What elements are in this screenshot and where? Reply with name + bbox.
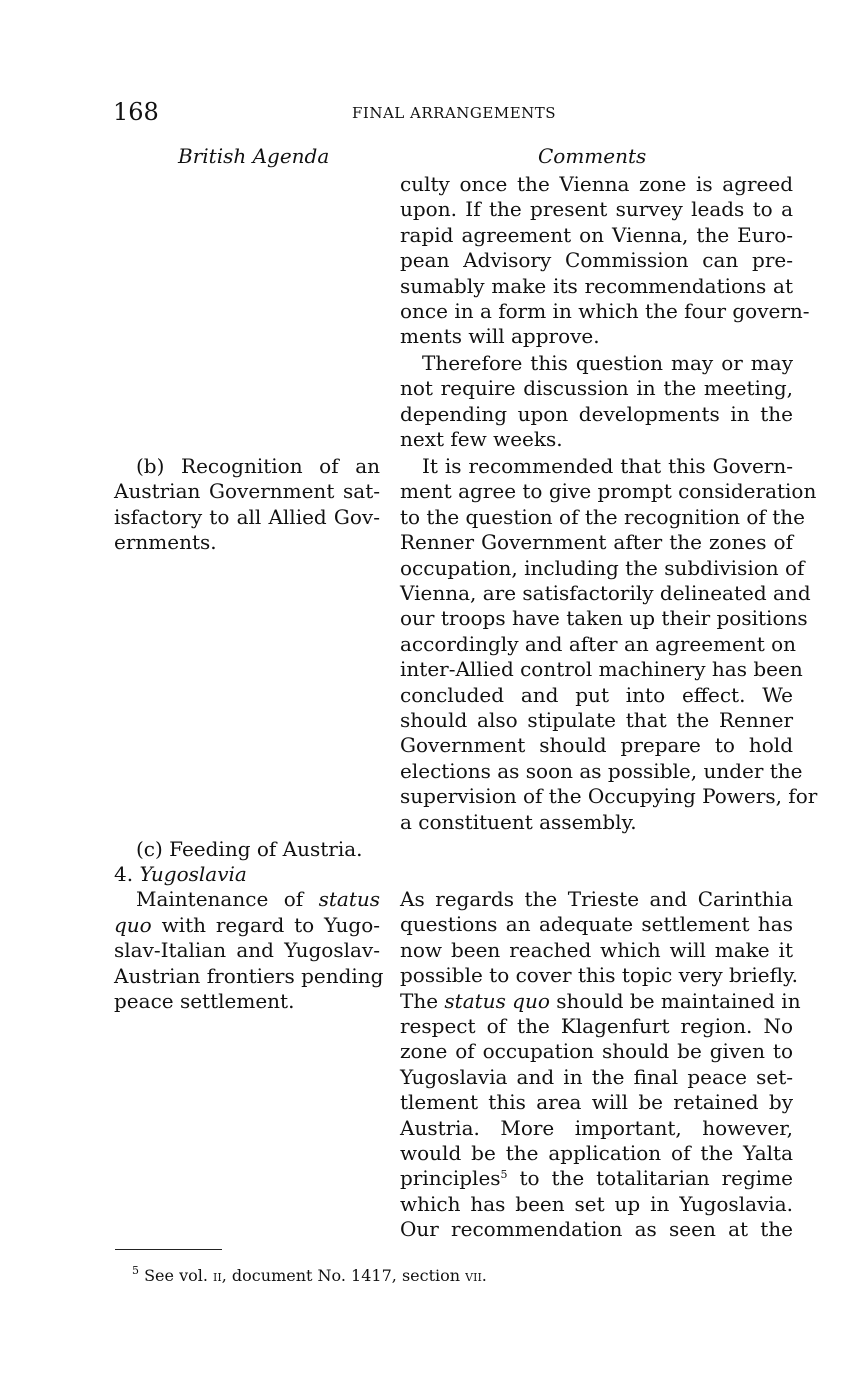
text-line: now been reached which will make it [400,937,793,962]
footnote-reference[interactable]: 5 [500,1168,508,1182]
agenda-item-c [114,837,380,862]
text-line: respect of the Klagenfurt region. No [400,1014,793,1039]
text-fragment-italic: status quo [444,988,550,1013]
text-line: a constituent assembly. [400,809,637,834]
text-line: Yugoslavia and in the final peace set- [400,1064,793,1089]
agenda-item-4 [114,862,384,1014]
text-line: ernments. [114,530,217,555]
footnote [132,1265,487,1287]
text-line: not require discussion in the meeting, [400,376,793,401]
text-line: accordingly and after an agreement on [400,631,797,656]
text-line: Our recommendation as seen at the [400,1217,793,1242]
text-line: As regards the Trieste and Carinthia [400,887,793,911]
text-line: would be the application of the Yalta [400,1141,793,1166]
agenda-item-label: (b) [136,454,165,478]
text-line: inter-Allied control machinery has been [400,657,803,682]
text-line: Therefore this question may or may [422,351,793,375]
text-line: to the question of the recognition of the [400,504,805,529]
text-line: It is recommended that this Govern- [422,454,793,478]
text-line: ments will approve. [400,324,600,349]
footnote-text: See vol. [144,1266,208,1285]
text-fragment: The [400,988,439,1013]
text-fragment-italic: quo [114,912,152,937]
text-line: tlement this area will be retained by [400,1090,793,1115]
footnote-volume: ii [213,1266,222,1285]
text-line: Austrian Government sat- [114,479,380,504]
text-line: our troops have taken up their positions [400,606,808,631]
text-fragment: to the totalitarian regime [519,1166,793,1191]
agenda-item-label: (c) [136,837,163,861]
comments-continuation [400,172,810,350]
text-line: zone of occupation should be given to [400,1039,793,1064]
text-line: rapid agreement on Vienna, the Euro- [400,222,793,247]
column-header-right: Comments [538,144,647,168]
footnote-mark: 5 [132,1264,139,1277]
text-fragment: principles [400,1166,501,1191]
agenda-item-title: Yugoslavia [139,862,247,886]
text-line: ment agree to give prompt consideration [400,479,817,504]
text-line: should also stipulate that the Renner [400,708,793,733]
text-line: Renner Government after the zones of [400,530,793,555]
text-line: pean Advisory Commission can pre- [400,248,793,273]
text-fragment: should be maintained in [556,988,801,1013]
footnote-section: vii [465,1266,482,1285]
column-header-left: British Agenda [178,144,330,168]
text-line: Austrian frontiers pending [114,963,384,988]
footnote-text: , document No. 1417, section [221,1266,461,1285]
footnote-text: . [481,1266,487,1285]
text-line: occupation, including the subdivision of [400,555,805,580]
text-line: Austria. More important, however, [400,1115,793,1140]
text-line: upon. If the present survey leads to a [400,197,793,222]
text-fragment: Feeding of Austria. [169,837,363,861]
text-line: questions an adequate settlement has [400,912,793,937]
text-fragment: Recognition of an [181,454,380,478]
text-line: Vienna, are satisfactorily delineated and [400,581,811,606]
text-line: culty once the Vienna zone is agreed [400,172,793,196]
text-line: sumably make its recommendations at [400,273,793,298]
text-fragment: Maintenance of [136,887,304,912]
text-line: which has been set up in Yugoslavia. [400,1191,793,1216]
running-title: FINAL ARRANGEMENTS [352,104,557,122]
text-line: slav-Italian and Yugoslav- [114,938,380,963]
agenda-item-number: 4. [114,862,134,886]
text-line: supervision of the Occupying Powers, for [400,784,818,809]
text-line: peace settlement. [114,989,295,1014]
text-line: concluded and put into effect. We [400,682,793,707]
text-line: elections as soon as possible, under the [400,758,803,783]
text-line: depending upon developments in the [400,401,793,426]
text-line: next few weeks. [400,427,563,452]
footnote-divider [115,1249,222,1250]
text-fragment-italic: status [318,887,380,912]
text-line: possible to cover this topic very briefly. [400,963,798,988]
comments-item-4 [400,887,801,1243]
text-line: Government should prepare to hold [400,733,793,758]
text-line: isfactory to all Allied Gov- [114,504,380,529]
comments-item-b [400,454,818,835]
page-number: 168 [113,98,159,126]
agenda-item-b [114,454,380,556]
comments-therefore-paragraph [400,351,793,453]
text-line: once in a form in which the four govern- [400,299,810,324]
text-fragment: with regard to Yugo- [161,912,380,937]
